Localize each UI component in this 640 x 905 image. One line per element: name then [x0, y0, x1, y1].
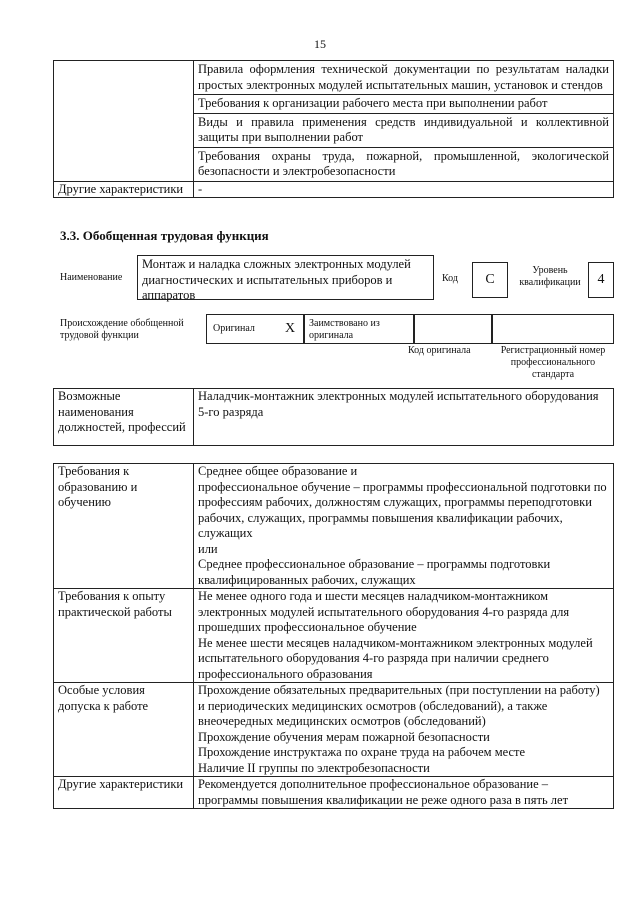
- top-knowledge-table: [53, 60, 614, 198]
- positions-value: Наладчик-монтажник электронных модулей испытательного оборудования 5-го разряда: [194, 389, 614, 446]
- requirements-table: [53, 463, 614, 809]
- table-row: [54, 464, 614, 589]
- reg-number-label: Регистрационный номер профессионального стандарта: [500, 345, 606, 380]
- requirement-value: [194, 683, 614, 777]
- table-row: [54, 683, 614, 777]
- table-row: [54, 389, 614, 446]
- knowledge-cell: [194, 61, 614, 182]
- requirement-line: профессиональное обучение – программы профессиональной подготовки по профессиям рабочих, должностям служащих, программы переподготовки рабочих, служащих, программы повышения квалификации рабочих, служащих: [198, 479, 607, 540]
- requirement-line: Среднее общее образование и: [198, 464, 358, 478]
- requirement-line: Наличие II группы по электробезопасности: [198, 760, 430, 775]
- requirement-value: [194, 777, 614, 809]
- requirement-value: [194, 589, 614, 683]
- requirement-line: Не менее одного года и шести месяцев наладчиком-монтажником электронных модулей испытательного оборудования 4-го разряда для прошедших профессиональное обучение: [198, 589, 570, 634]
- knowledge-item: Требования к организации рабочего места при выполнении работ: [194, 95, 613, 114]
- code-label: Код: [442, 273, 458, 284]
- requirement-line: Прохождение обязательных предварительных (при поступлении на работу) и периодических медицинских осмотров (обследований), а также внеочередных медицинских осмотров (обследований): [198, 683, 600, 728]
- requirement-line: Среднее профессиональное образование – программы подготовки квалифицированных рабочих, служащих: [198, 557, 551, 587]
- original-label: Оригинал: [213, 323, 255, 334]
- original-mark: X: [285, 321, 296, 336]
- borrowed-label: Заимствовано из оригинала: [309, 318, 380, 341]
- knowledge-item: Требования охраны труда, пожарной, промышленной, экологической безопасности и электробезопасности: [198, 148, 609, 178]
- level-value: 4: [588, 262, 614, 298]
- code-original-label: Код оригинала: [408, 345, 471, 356]
- positions-table: [53, 388, 614, 446]
- level-label: Уровень квалификации: [519, 265, 581, 288]
- table-row: [54, 589, 614, 683]
- name-value: Монтаж и наладка сложных электронных модулей диагностических и испытательных приборов и аппаратов: [142, 257, 411, 302]
- requirement-label: Требования к образованию и обучению: [54, 464, 194, 589]
- requirement-label: Особые условия допуска к работе: [54, 683, 194, 777]
- reg-number-box: [492, 314, 614, 344]
- original-box: [206, 314, 304, 344]
- origin-label: Происхождение обобщенной трудовой функции: [60, 318, 184, 341]
- requirement-label: Другие характеристики: [54, 777, 194, 809]
- empty-label-cell: [54, 61, 194, 182]
- table-row: [54, 181, 614, 198]
- knowledge-item: Виды и правила применения средств индивидуальной и коллективной защиты при выполнении работ: [194, 114, 613, 148]
- requirement-line: Прохождение обучения мерам пожарной безопасности: [198, 729, 490, 744]
- borrowed-box: [304, 314, 414, 344]
- code-value: С: [472, 262, 508, 298]
- section-title: 3.3. Обобщенная трудовая функция: [60, 228, 269, 243]
- name-value-box: [137, 255, 434, 300]
- requirement-line: Не менее шести месяцев наладчиком-монтажником электронных модулей испытательного оборудования 4-го разряда при наличии среднего профессионального образования: [198, 635, 593, 681]
- table-row: [54, 777, 614, 809]
- requirement-line: или: [198, 541, 218, 556]
- table-row: [54, 61, 614, 182]
- other-value: -: [194, 181, 614, 198]
- requirement-value: [194, 464, 614, 589]
- requirement-line: Прохождение инструктажа по охране труда на рабочем месте: [198, 745, 526, 759]
- knowledge-item: Правила оформления технической документации по результатам наладки простых электронных модулей испытательных машин, установок и стендов: [194, 61, 613, 95]
- page-number: 15: [314, 37, 326, 51]
- name-label: Наименование: [60, 272, 123, 283]
- code-original-box: [414, 314, 492, 344]
- requirement-line: Рекомендуется дополнительное профессиональное образование – программы повышения квалификации не реже одного раза в пять лет: [198, 777, 569, 807]
- other-label: Другие характеристики: [54, 181, 194, 198]
- positions-label: Возможные наименования должностей, профессий: [54, 389, 194, 446]
- requirement-label: Требования к опыту практической работы: [54, 589, 194, 683]
